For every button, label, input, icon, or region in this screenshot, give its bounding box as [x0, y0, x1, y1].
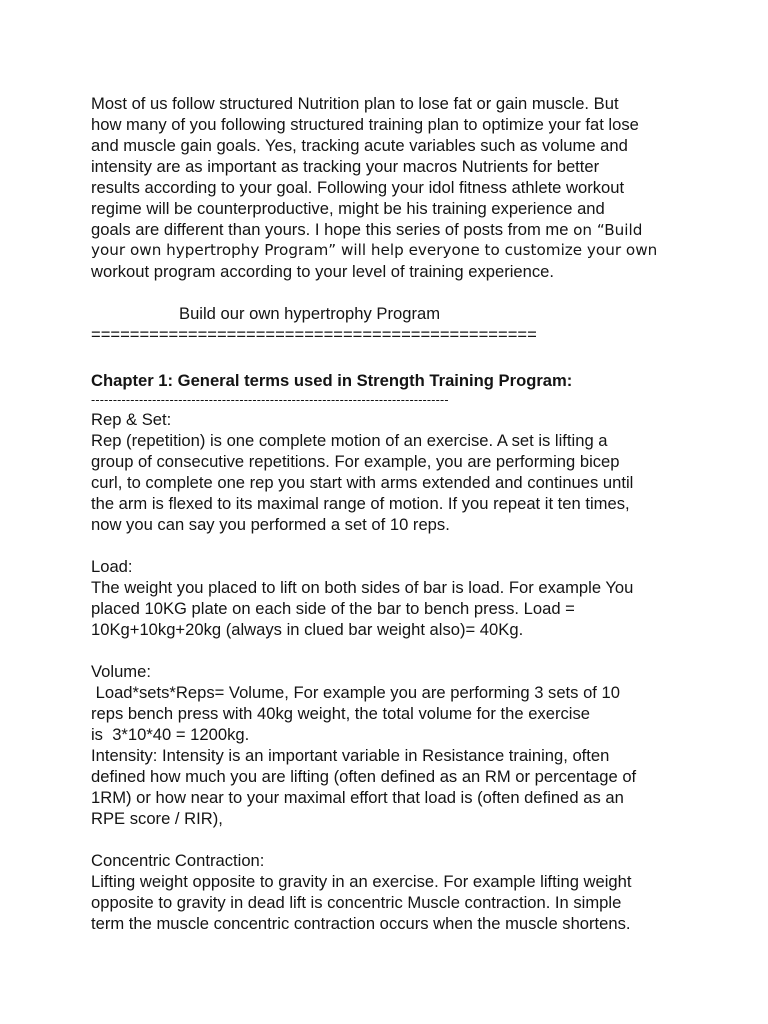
body-line: Rep (repetition) is one complete motion of an exercise. A set is lifting a — [91, 431, 608, 450]
body-line: now you can say you performed a set of 10 reps. — [91, 515, 450, 534]
body-line: term the muscle concentric contraction occurs when the muscle shortens. — [91, 914, 631, 933]
body-line: curl, to complete one rep you start with arms extended and continues until — [91, 473, 634, 492]
intro-line — [91, 219, 751, 240]
body-line: reps bench press with 40kg weight, the total volume for the exercise — [91, 704, 590, 723]
body-line: the arm is flexed to its maximal range of motion. If you repeat it ten times, — [91, 494, 630, 513]
intro-line: Most of us follow structured Nutrition plan to lose fat or gain muscle. But — [91, 94, 619, 113]
section-title: Volume: — [91, 662, 151, 681]
intro-line: regime will be counterproductive, might be his training experience and — [91, 199, 605, 218]
intro-line: and muscle gain goals. Yes, tracking acute variables such as volume and — [91, 136, 628, 155]
body-line: Lifting weight opposite to gravity in an exercise. For example lifting weight — [91, 872, 632, 891]
chapter-heading: Chapter 1: General terms used in Strength Training Program: — [91, 371, 573, 390]
body-line: defined how much you are lifting (often defined as an RM or percentage of — [91, 767, 637, 786]
dash-divider: ---------------------------------------------------------------------------------- — [91, 393, 449, 407]
intro-line: workout program according to your level of training experience. — [91, 262, 555, 281]
body-line: group of consecutive repetitions. For example, you are performing bicep — [91, 452, 620, 471]
section-load — [91, 556, 751, 640]
body-line: The weight you placed to lift on both sides of bar is load. For example You — [91, 578, 634, 597]
intro-line: intensity are as important as tracking your macros Nutrients for better — [91, 157, 600, 176]
body-line: 10Kg+10kg+20kg (always in clued bar weight also)= 40Kg. — [91, 620, 524, 639]
program-title: Build our own hypertrophy Program — [179, 304, 441, 323]
body-line: RPE score / RIR), — [91, 809, 223, 828]
body-line: Intensity: Intensity is an important variable in Resistance training, often — [91, 746, 610, 765]
body-line: opposite to gravity in dead lift is concentric Muscle contraction. In simple — [91, 893, 622, 912]
section-volume — [91, 661, 751, 829]
separator-line: ============================================== — [91, 325, 537, 344]
intro-paragraph — [91, 93, 751, 282]
body-line: Load*sets*Reps= Volume, For example you are performing 3 sets of 10 — [91, 683, 620, 702]
section-rep-set — [91, 409, 751, 535]
body-line: placed 10KG plate on each side of the bar to bench press. Load = — [91, 599, 575, 618]
intro-line: how many of you following structured training plan to optimize your fat lose — [91, 115, 639, 134]
section-title: Concentric Contraction: — [91, 851, 265, 870]
section-title: Rep & Set: — [91, 410, 172, 429]
document-page — [91, 93, 751, 934]
body-line: 1RM) or how near to your maximal effort that load is (often defined as an — [91, 788, 624, 807]
section-title: Load: — [91, 557, 133, 576]
intro-line: results according to your goal. Following your idol fitness athlete workout — [91, 178, 625, 197]
intro-line-text: goals are different than yours. I hope this series of posts from me — [91, 220, 574, 239]
body-line: is 3*10*40 = 1200kg. — [91, 725, 250, 744]
series-title-emphasis-line: your own hypertrophy Program” will help everyone to customize your own — [91, 241, 658, 259]
section-concentric — [91, 850, 751, 934]
series-title-emphasis: on “Build — [573, 221, 643, 239]
